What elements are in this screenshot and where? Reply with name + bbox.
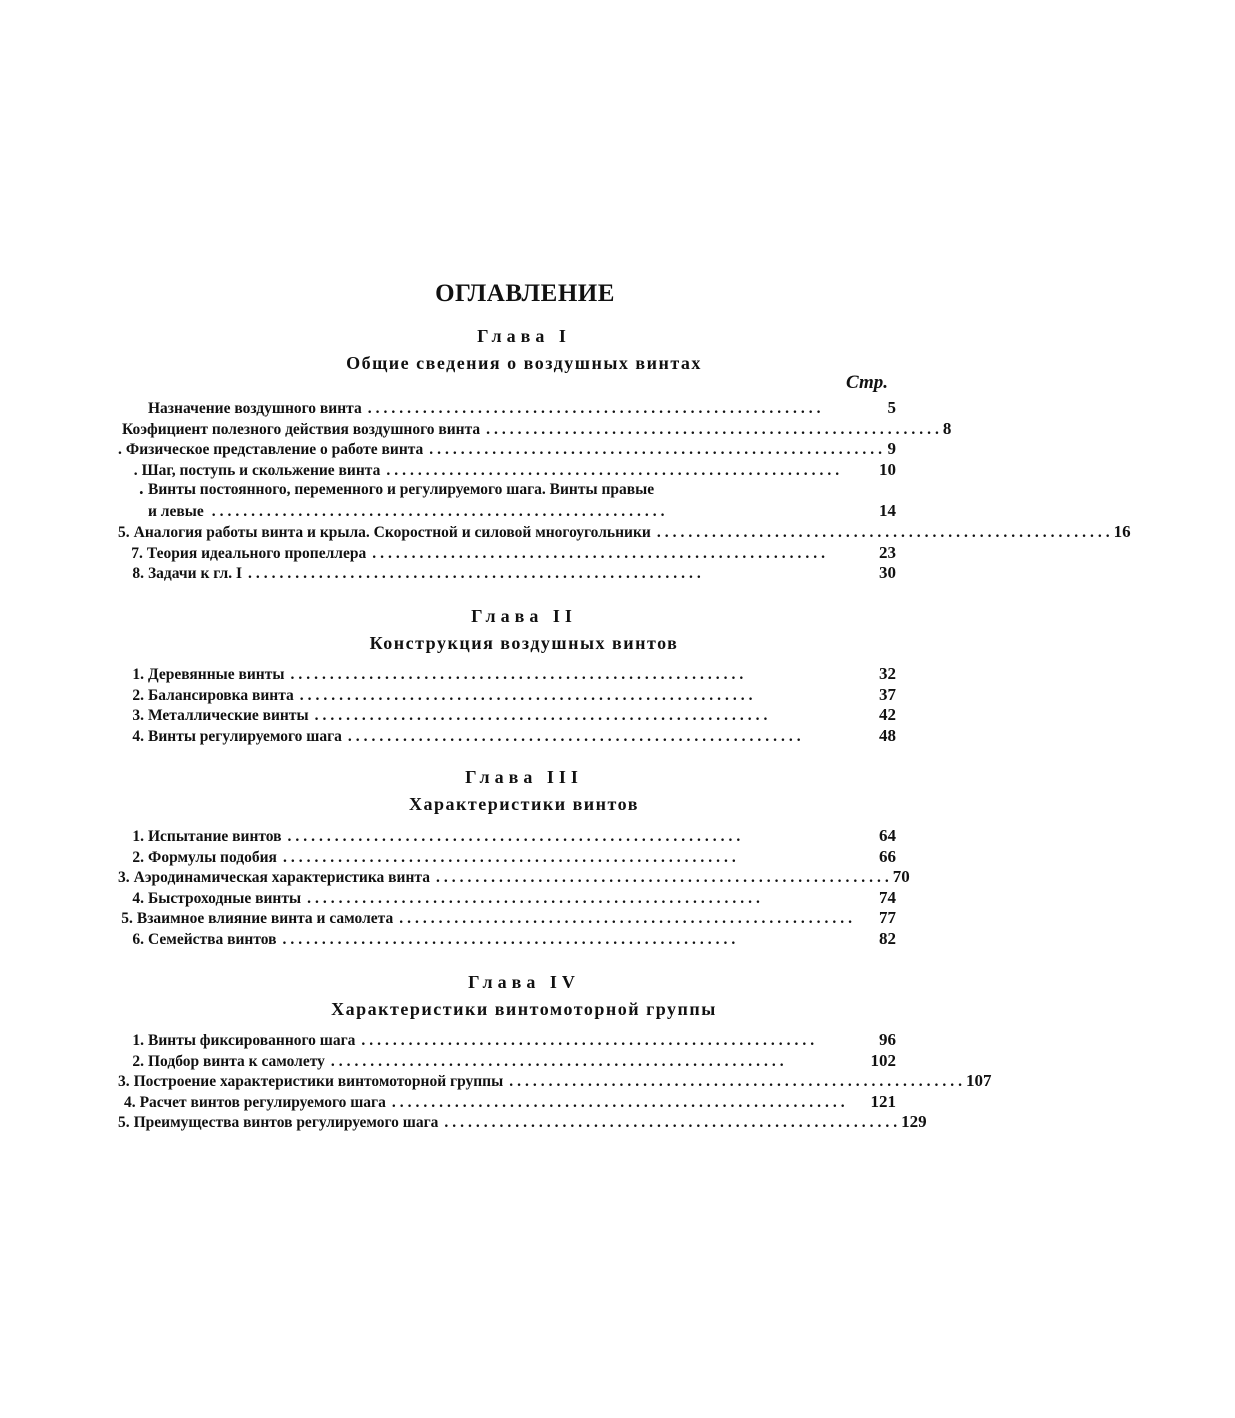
chapter-title: Характеристики винтомоторной группы: [331, 999, 717, 1019]
entry-title: Аэродинамическая характеристика винта: [133, 869, 430, 886]
toc-entry[interactable]: [0, 439, 1000, 460]
chapter-2-header: [0, 606, 1000, 654]
entry-page: 96: [879, 1030, 896, 1049]
dot-leader: ..........................................................: [361, 1032, 819, 1049]
dot-leader: ..........................................................: [282, 848, 740, 866]
entry-number: 6.: [132, 930, 144, 948]
toc-entry[interactable]: [0, 705, 1000, 726]
entry-page: 30: [879, 563, 896, 582]
entry-number: 4.: [123, 1093, 136, 1111]
entry-page: 23: [879, 542, 896, 562]
entry-number: ․: [138, 481, 144, 498]
toc-entry[interactable]: [0, 1071, 1000, 1092]
entry-page: 70: [892, 867, 910, 886]
entry-title: Формулы подобия: [148, 848, 277, 866]
entry-title: Подбор винта к самолету: [148, 1052, 325, 1070]
entry-page: 77: [879, 908, 896, 927]
entry-page: 8: [942, 418, 952, 438]
entry-title: Испытание винтов: [148, 828, 282, 845]
entry-number: 1.: [132, 666, 144, 683]
dot-leader: ..........................................................: [247, 565, 705, 582]
entry-title: Построение характеристики винтомоторной группы: [133, 1073, 504, 1090]
entry-page: 37: [879, 684, 896, 704]
dot-leader: ..........................................................: [211, 503, 669, 520]
entry-title: Назначение воздушного винта: [148, 400, 362, 417]
dot-leader: ..........................................................: [435, 869, 893, 886]
entry-title: Семейства винтов: [148, 930, 277, 948]
entry-page: 42: [879, 705, 896, 724]
entry-page: 9: [887, 439, 896, 458]
toc-entry[interactable]: [0, 398, 1000, 419]
entry-page: 102: [870, 1050, 896, 1070]
entry-page: 14: [879, 501, 896, 520]
entry-number: 8.: [132, 565, 144, 582]
entry-title: Взаимное влияние винта и самолета: [136, 910, 394, 927]
toc-entry[interactable]: [0, 1051, 1000, 1072]
entry-page: 66: [879, 846, 896, 866]
entry-number: .: [118, 441, 122, 458]
toc-entry[interactable]: [0, 563, 1000, 584]
entry-number: 5.: [118, 1114, 130, 1131]
toc-entry[interactable]: [0, 847, 1000, 868]
chapter-title: Конструкция воздушных винтов: [369, 633, 679, 653]
toc-entry[interactable]: [0, 908, 1000, 929]
chapter-3-entries: [0, 826, 1000, 949]
entry-number: 1.: [132, 828, 144, 845]
entry-title: Теория идеального пропеллера: [146, 544, 367, 562]
dot-leader: ..........................................................: [347, 727, 805, 745]
dot-leader: ..........................................................: [282, 930, 740, 948]
chapter-label: Глава II: [471, 606, 577, 626]
entry-number: 2.: [132, 848, 144, 866]
dot-leader: ..........................................................: [444, 1114, 902, 1131]
chapter-1-header: [0, 326, 1000, 374]
toc-entry[interactable]: [0, 664, 1000, 685]
dot-leader: ..........................................................: [486, 420, 943, 438]
entry-page: 32: [879, 664, 896, 683]
entry-number: 4.: [132, 889, 144, 907]
entry-page: 5: [887, 398, 896, 417]
entry-title: Быстроходные винты: [148, 889, 302, 907]
dot-leader: ..........................................................: [330, 1052, 788, 1070]
toc-entry[interactable]: [0, 726, 1000, 747]
dot-leader: ..........................................................: [290, 666, 748, 683]
chapter-4-entries: [0, 1030, 1000, 1133]
dot-leader: ..........................................................: [299, 686, 757, 704]
entry-number: 7.: [131, 544, 143, 562]
entry-page: 107: [965, 1071, 992, 1090]
chapter-4-header: [0, 972, 1000, 1020]
entry-page: 48: [879, 725, 896, 745]
chapter-1-entries: [0, 398, 1131, 584]
entry-title: Винты постоянного, переменного и регулируемого шага. Винты правые: [148, 481, 655, 498]
dot-leader: ..........................................................: [399, 910, 856, 927]
toc-entry[interactable]: [0, 522, 1131, 543]
entry-title: Винты регулируемого шага: [148, 727, 342, 745]
entry-title: Металлические винты: [148, 707, 309, 724]
dot-leader: ..........................................................: [509, 1073, 966, 1090]
toc-entry[interactable]: [0, 460, 1000, 481]
toc-entry[interactable]: [0, 826, 1000, 847]
toc-entry[interactable]: [0, 1112, 1000, 1133]
entry-title-continued: и левые: [148, 503, 204, 520]
entry-title: Деревянные винты: [148, 666, 285, 683]
entry-title: Физическое представление о работе винта: [125, 441, 424, 458]
toc-entry[interactable]: [0, 929, 1000, 950]
entry-title: Винты фиксированного шага: [148, 1032, 356, 1049]
chapter-label: Глава III: [465, 767, 583, 787]
document-title: ОГЛАВЛЕНИЕ: [435, 280, 615, 307]
entry-title: Коэфициент полезного действия воздушного винта: [122, 420, 481, 438]
chapter-3-header: [0, 767, 1000, 815]
toc-entry[interactable]: [0, 867, 1000, 888]
entry-number: 2.: [132, 686, 144, 704]
entry-page: 82: [879, 928, 896, 948]
dot-leader: ..........................................................: [307, 889, 764, 907]
entry-title: Шаг, поступь и скольжение винта: [141, 461, 381, 479]
toc-entry[interactable]: [0, 1030, 1000, 1051]
dot-leader: ..........................................................: [314, 707, 772, 724]
dot-leader: ..........................................................: [386, 461, 844, 479]
dot-leader: ..........................................................: [429, 441, 887, 458]
entry-page: 10: [879, 459, 896, 479]
toc-entry[interactable]: [0, 419, 1000, 440]
entry-number: 4.: [132, 727, 144, 745]
entry-title: Преимущества винтов регулируемого шага: [133, 1114, 439, 1131]
dot-leader: ..........................................................: [391, 1093, 849, 1111]
entry-number: 5.: [121, 910, 133, 927]
dot-leader: ..........................................................: [367, 400, 825, 417]
entry-title: Балансировка винта: [148, 686, 294, 704]
entry-number: 3.: [132, 707, 144, 724]
entry-number: 3.: [118, 869, 130, 886]
dot-leader: ..........................................................: [656, 524, 1114, 541]
entry-title: Задачи к гл. I: [148, 565, 242, 582]
chapter-label: Глава IV: [468, 972, 580, 992]
chapter-2-entries: [0, 664, 1000, 746]
entry-title: Аналогия работы винта и крыла. Скоростной и силовой многоугольники: [133, 524, 651, 541]
entry-number: .: [133, 461, 138, 479]
entry-page: 121: [870, 1091, 896, 1111]
toc-entry[interactable]: [0, 888, 1000, 909]
dot-leader: ..........................................................: [287, 828, 745, 845]
entry-number: 2.: [132, 1052, 144, 1070]
dot-leader: ..........................................................: [372, 544, 829, 562]
entry-page: 74: [879, 887, 896, 907]
entry-page: 16: [1113, 522, 1131, 541]
entry-number: 1.: [132, 1032, 144, 1049]
entry-number: 5.: [118, 524, 130, 541]
entry-page: 64: [879, 826, 896, 845]
chapter-title: Характеристики винтов: [409, 794, 639, 814]
page-column-label: Стр.: [846, 372, 888, 393]
toc-entry[interactable]: [0, 480, 1000, 522]
entry-number: 3.: [118, 1073, 130, 1090]
entry-title: Расчет винтов регулируемого шага: [139, 1093, 386, 1111]
chapter-title: Общие сведения о воздушных винтах: [346, 353, 702, 373]
toc-entry[interactable]: [0, 685, 1000, 706]
entry-page: 129: [901, 1112, 927, 1131]
toc-entry[interactable]: [0, 1092, 1000, 1113]
chapter-label: Глава I: [477, 326, 571, 346]
toc-entry[interactable]: [0, 543, 1000, 564]
